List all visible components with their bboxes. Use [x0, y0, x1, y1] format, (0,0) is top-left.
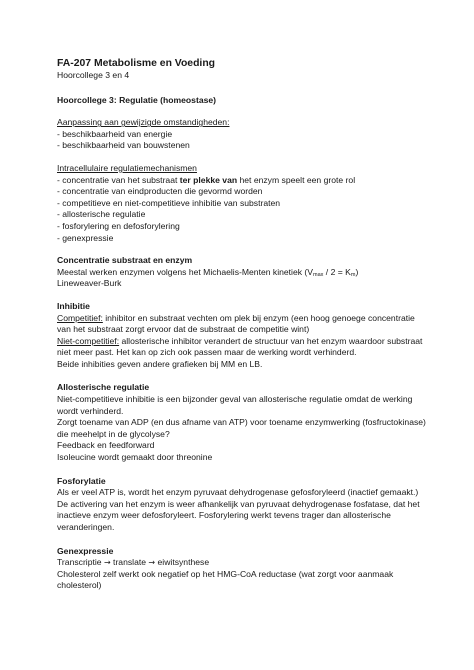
allosterische-text: Feedback en feedforward [57, 440, 155, 451]
inhibitie-text: Beide inhibities geven andere grafieken bij MM en LB. [57, 358, 263, 369]
text-run: allosterische inhibitor verandert de structuur van het enzym waardoor substraat niet meer past. Het kan op zich ook passen maar de werking wordt verhinderd. [57, 335, 423, 358]
fosforylatie-text: Als er veel ATP is, wordt het enzym pyruvaat dehydrogenase gefosforyleerd (inactief gemaakt.) [57, 487, 419, 498]
inline-label: Niet-competitief: [57, 335, 120, 346]
allosterische-text: Niet-competitieve inhibitie is een bijzonder geval van allosterische regulatie omdat de werking wordt verhinderd. [57, 394, 413, 416]
section-inhibitie [57, 301, 429, 371]
inline-label: Competitief: [57, 312, 103, 323]
text-run: ) [355, 266, 359, 277]
list-item-text: - concentratie van het substraat [57, 174, 180, 185]
hc3-heading: Hoorcollege 3: Regulatie (homeostase) [57, 94, 217, 105]
concentratie-text [57, 267, 429, 279]
inhibitie-niet-competitief [57, 336, 429, 359]
fosforylatie-text: De activering van het enzym is weer afhankelijk van pyruvaat dehydrogenase fosfatase, dat het inactieve enzym weer defosforyleert. Fosforylering werkt tevens trager dan allosterische veranderingen. [57, 498, 420, 532]
section-aanpassing [57, 117, 429, 152]
text-run: / 2 = K [323, 266, 351, 277]
subscript: m [350, 271, 356, 278]
list-item: - allosterische regulatie [57, 209, 146, 220]
section-genexpressie [57, 546, 429, 592]
concentratie-heading: Concentratie substraat en enzym [57, 255, 193, 266]
list-item: - genexpressie [57, 232, 114, 243]
section-fosforylatie [57, 476, 429, 534]
intracellulaire-heading: Intracellulaire regulatiemechanismen [57, 162, 197, 173]
section-allosterische [57, 382, 429, 463]
allosterische-text: Zorgt toename van ADP (en dus afname van ATP) voor toename enzymwerking (fosfructokinase) die meehelpt in de glycolyse? [57, 417, 426, 439]
list-item-text: het enzym speelt een grote rol [237, 174, 356, 185]
subscript: max [313, 271, 324, 278]
list-item-emphasis: ter plekke van [179, 174, 238, 185]
text-run: Meestal werken enzymen volgens het Michaelis-Menten kinetiek (V [57, 266, 314, 277]
section-intracellulaire [57, 163, 429, 244]
inhibitie-competitief [57, 313, 429, 336]
arrow-right-icon: → [103, 558, 111, 568]
document-title: FA-207 Metabolisme en Voeding [57, 58, 216, 69]
allosterische-text: Isoleucine wordt gemaakt door threonine [57, 452, 213, 463]
section-concentratie [57, 255, 429, 290]
list-item: - competitieve en niet-competitieve inhibitie van substraten [57, 197, 281, 208]
text-run: Transcriptie [57, 557, 104, 568]
list-item: - concentratie van eindproducten die gevormd worden [57, 186, 263, 197]
genexpressie-text: Cholesterol zelf werkt ook negatief op het HMG-CoA reductase (wat zorgt voor aanmaak cholesterol) [57, 568, 394, 591]
fosforylatie-heading: Fosforylatie [57, 475, 106, 486]
document-subtitle: Hoorcollege 3 en 4 [57, 70, 130, 80]
aanpassing-heading: Aanpassing aan gewijzigde omstandigheden: [57, 117, 230, 128]
text-run: eiwitsynthese [155, 557, 210, 568]
genexpressie-flow [57, 557, 429, 569]
inhibitie-heading: Inhibitie [57, 300, 90, 311]
list-item: - beschikbaarheid van energie [57, 128, 173, 139]
list-item: - beschikbaarheid van bouwstenen [57, 140, 190, 151]
text-run: inhibitor en substraat vechten om plek bij enzym (een hoog genoege concentratie van het substraat zorgt ervoor dat de substraat de competitie wint) [57, 312, 415, 335]
list-item [57, 175, 429, 187]
list-item: - fosforylering en defosforylering [57, 220, 180, 231]
allosterische-heading: Allosterische regulatie [57, 382, 150, 393]
genexpressie-heading: Genexpressie [57, 545, 114, 556]
text-run: translate [110, 557, 149, 568]
document-body [57, 57, 429, 592]
arrow-right-icon: → [148, 558, 156, 568]
concentratie-text: Lineweaver-Burk [57, 278, 122, 289]
